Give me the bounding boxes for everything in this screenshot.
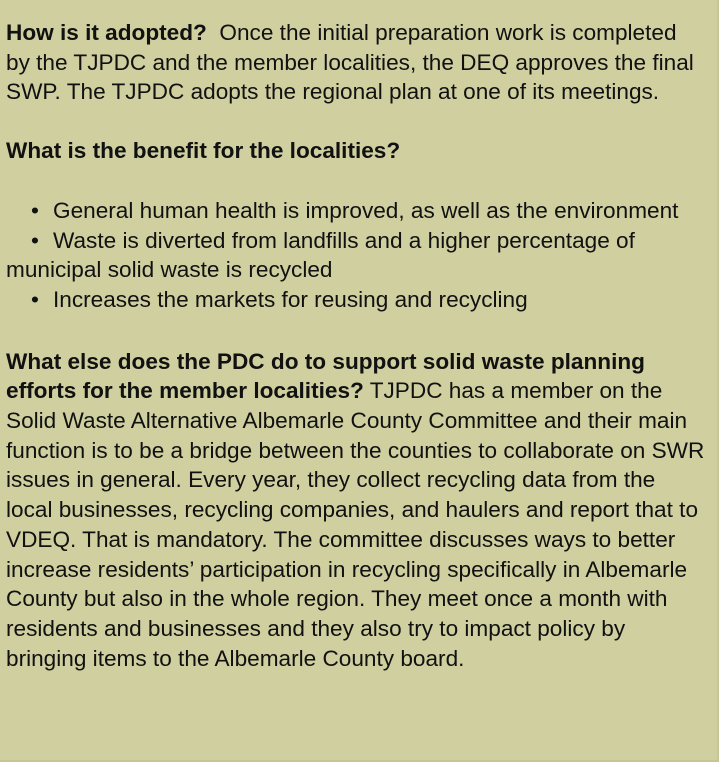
- adoption-question: How is it adopted?: [6, 20, 207, 45]
- bullet-icon: •: [31, 197, 39, 223]
- benefit-list: [6, 196, 705, 315]
- list-item: • General human health is improved, as well as the environment: [6, 196, 705, 226]
- adoption-answer: Once the initial preparation work is completed by the TJPDC and the member localities, the DEQ approves the final SWP. The TJPDC adopts the regional plan at one of its meetings.: [6, 20, 694, 105]
- bullet-icon: •: [31, 286, 39, 312]
- bullet-icon: •: [31, 227, 39, 253]
- adoption-paragraph: [6, 18, 705, 107]
- list-item: • Waste is diverted from landfills and a higher percentage of municipal solid waste is recycled: [6, 227, 635, 283]
- support-question: What else does the PDC do to support solid waste planning efforts for the member localities?: [6, 348, 645, 404]
- support-paragraph: [6, 347, 705, 674]
- support-answer: TJPDC has a member on the Solid Waste Alternative Albemarle County Committee and their main function is to be a bridge between the counties to collaborate on SWR issues in general. Every year, they collect recycling data from the local businesses, recycling companies, and haulers and report that to VDEQ. That is mandatory. The committee discusses ways to better increase residents’ participation in recycling specifically in Albemarle County but also in the whole region. They meet once a month with residents and businesses and they also try to impact policy by bringing items to the Albemarle County board.: [6, 378, 705, 671]
- list-item: • Increases the markets for reusing and recycling: [6, 285, 705, 315]
- benefit-heading: What is the benefit for the localities?: [6, 138, 401, 164]
